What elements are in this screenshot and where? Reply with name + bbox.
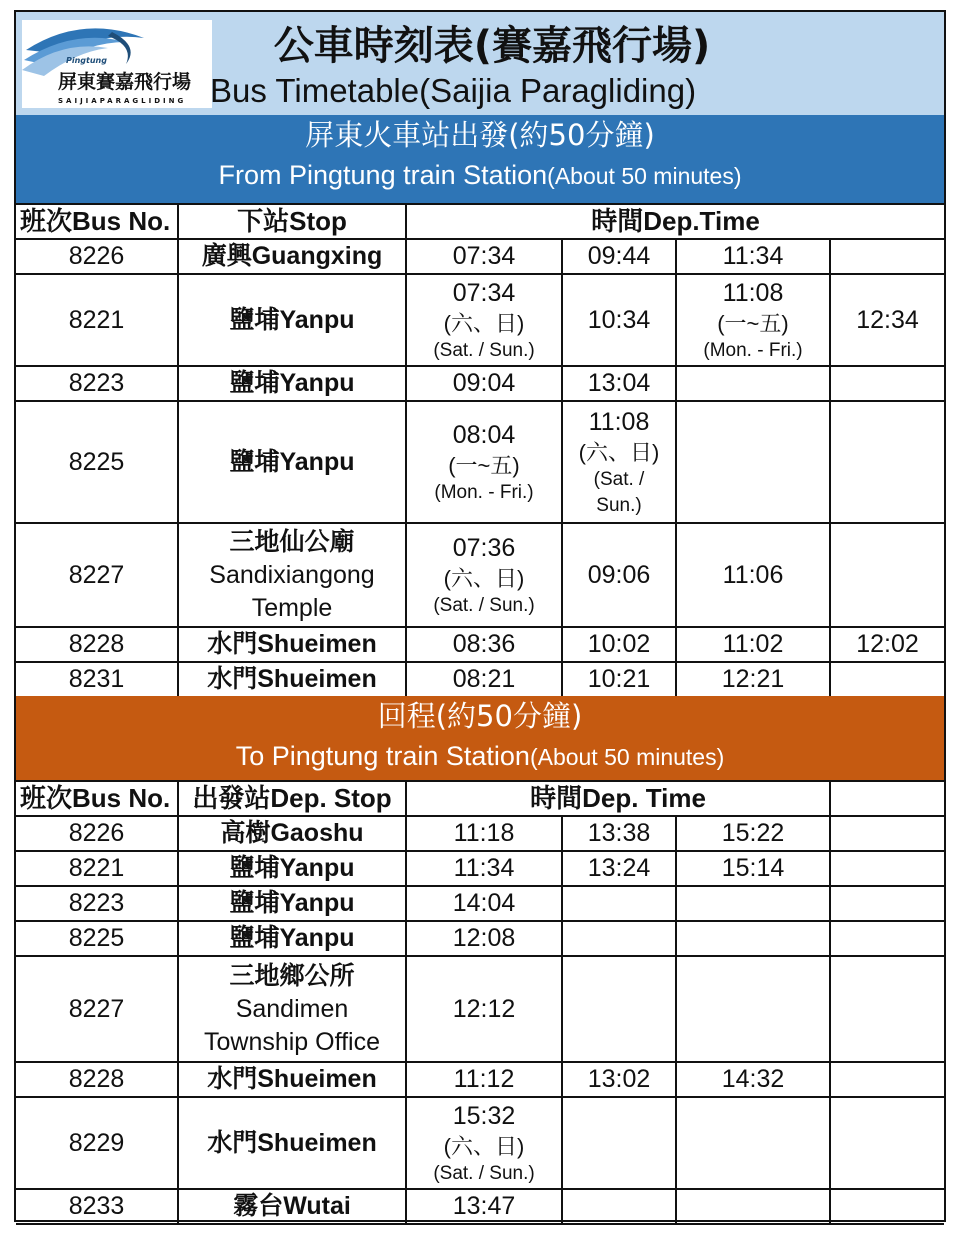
departure-time — [830, 366, 944, 401]
logo-name: 屏東賽嘉飛行場 — [58, 71, 192, 93]
empty-cell — [830, 1062, 944, 1097]
table-row — [16, 921, 944, 956]
departure-time: 14:32 — [676, 1062, 830, 1097]
stop-name: 水門Shueimen — [178, 627, 406, 662]
departure-time: 12:12 — [406, 956, 562, 1062]
stop-name: 鹽埔Yanpu — [178, 366, 406, 401]
bus-number: 8223 — [16, 366, 178, 401]
empty-cell — [830, 851, 944, 886]
return-title-zh: 回程(約50分鐘) — [377, 699, 583, 733]
table-row — [16, 274, 944, 366]
bus-number: 8223 — [16, 886, 178, 921]
departure-time: 07:34 — [406, 239, 562, 274]
col-time-header: 時間Dep. Time — [406, 781, 830, 816]
stop-name: 三地鄉公所 Sandimen Township Office — [178, 956, 406, 1062]
departure-time: 10:34 — [562, 274, 676, 366]
stop-name: 廣興Guangxing — [178, 239, 406, 274]
departure-time: 13:24 — [562, 851, 676, 886]
stop-name: 鹽埔Yanpu — [178, 886, 406, 921]
timetable-header — [16, 12, 944, 117]
departure-time: 11:08 (一~五) (Mon. - Fri.) — [676, 274, 830, 366]
departure-time — [562, 956, 676, 1062]
day-note-en: (Sat. / Sun.) — [433, 339, 535, 361]
stop-name: 高樹Gaoshu — [178, 816, 406, 851]
departure-time: 08:04 (一~五) (Mon. - Fri.) — [406, 401, 562, 523]
stop-name: 鹽埔Yanpu — [178, 401, 406, 523]
table-row — [16, 239, 944, 274]
outbound-table — [16, 203, 944, 698]
departure-time: 12:08 — [406, 921, 562, 956]
table-row — [16, 627, 944, 662]
departure-time: 13:04 — [562, 366, 676, 401]
bus-number: 8227 — [16, 956, 178, 1062]
departure-time — [830, 401, 944, 523]
outbound-title-zh: 屏東火車站出發(約50分鐘) — [305, 118, 655, 152]
departure-time: 15:14 — [676, 851, 830, 886]
departure-time: 11:12 — [406, 1062, 562, 1097]
departure-time — [562, 921, 676, 956]
stop-name: 水門Shueimen — [178, 1062, 406, 1097]
bus-number: 8226 — [16, 816, 178, 851]
day-note-zh: (六、日) — [443, 310, 525, 336]
departure-time — [830, 239, 944, 274]
return-title-en: To Pingtung train Station(About 50 minutes) — [235, 741, 725, 771]
table-header-row — [16, 204, 944, 239]
bus-number: 8227 — [16, 523, 178, 627]
bus-number: 8228 — [16, 1062, 178, 1097]
stop-name: 鹽埔Yanpu — [178, 274, 406, 366]
page-title-en: Bus Timetable(Saijia Paragliding) — [210, 72, 697, 109]
day-note-en: (Mon. - Fri.) — [703, 339, 803, 361]
col-bus-header: 班次Bus No. — [16, 204, 178, 239]
departure-time: 07:36 (六、日) (Sat. / Sun.) — [406, 523, 562, 627]
departure-time: 11:06 — [676, 523, 830, 627]
table-row — [16, 851, 944, 886]
empty-cell — [830, 886, 944, 921]
departure-time — [830, 523, 944, 627]
departure-time: 09:06 — [562, 523, 676, 627]
departure-time: 08:21 — [406, 662, 562, 697]
empty-cell — [830, 816, 944, 851]
table-row — [16, 523, 944, 627]
departure-time — [676, 401, 830, 523]
table-header-row — [16, 781, 944, 816]
col-time-header: 時間Dep.Time — [406, 204, 944, 239]
table-row — [16, 1189, 944, 1224]
departure-time — [676, 1189, 830, 1224]
empty-cell — [830, 1097, 944, 1189]
departure-time: 09:04 — [406, 366, 562, 401]
stop-name: 水門Shueimen — [178, 1097, 406, 1189]
departure-time: 13:02 — [562, 1062, 676, 1097]
bus-number: 8225 — [16, 401, 178, 523]
departure-time: 12:34 — [830, 274, 944, 366]
departure-time: 12:21 — [676, 662, 830, 697]
departure-time: 11:34 — [406, 851, 562, 886]
table-row — [16, 1062, 944, 1097]
bus-number: 8221 — [16, 274, 178, 366]
bus-number: 8229 — [16, 1097, 178, 1189]
table-row — [16, 1097, 944, 1189]
departure-time — [562, 1097, 676, 1189]
table-row — [16, 662, 944, 697]
outbound-title-en: From Pingtung train Station(About 50 minutes) — [218, 160, 742, 190]
table-row — [16, 366, 944, 401]
departure-time: 12:02 — [830, 627, 944, 662]
table-row — [16, 401, 944, 523]
bus-number: 8226 — [16, 239, 178, 274]
empty-cell — [830, 1189, 944, 1224]
timetable-sheet — [14, 10, 946, 1222]
col-stop-header: 出發站Dep. Stop — [178, 781, 406, 816]
logo-top-text: Pingtung — [66, 56, 107, 65]
departure-time: 10:21 — [562, 662, 676, 697]
departure-time: 11:02 — [676, 627, 830, 662]
outbound-banner — [16, 115, 944, 205]
departure-time: 13:38 — [562, 816, 676, 851]
day-note-zh: (六、日) — [578, 439, 660, 465]
table-row — [16, 816, 944, 851]
empty-cell — [830, 921, 944, 956]
departure-time — [676, 366, 830, 401]
departure-time: 09:44 — [562, 239, 676, 274]
departure-time — [562, 1189, 676, 1224]
col-bus-header: 班次Bus No. — [16, 781, 178, 816]
departure-time — [676, 1097, 830, 1189]
departure-time: 11:34 — [676, 239, 830, 274]
departure-time — [830, 662, 944, 697]
departure-time: 07:34 (六、日) (Sat. / Sun.) — [406, 274, 562, 366]
empty-cell — [830, 781, 944, 816]
bus-number: 8221 — [16, 851, 178, 886]
stop-name: 三地仙公廟 Sandixiangong Temple — [178, 523, 406, 627]
stop-name: 霧台Wutai — [178, 1189, 406, 1224]
day-note-zh: (六、日) — [443, 565, 525, 591]
table-row — [16, 956, 944, 1062]
table-row — [16, 886, 944, 921]
departure-time — [676, 956, 830, 1062]
col-stop-header: 下站Stop — [178, 204, 406, 239]
day-note-zh: (六、日) — [443, 1133, 525, 1159]
outbound-duration-note: (About 50 minutes) — [547, 163, 742, 189]
page-title-zh: 公車時刻表(賽嘉飛行場) — [273, 23, 711, 69]
departure-time — [562, 886, 676, 921]
empty-cell — [830, 956, 944, 1062]
departure-time: 08:36 — [406, 627, 562, 662]
day-note-zh: (一~五) — [448, 452, 520, 478]
saijia-paragliding-logo — [22, 20, 212, 108]
day-note-en-cont: Sun.) — [596, 494, 642, 516]
day-note-en: (Sat. / Sun.) — [433, 1162, 535, 1184]
day-note-zh: (一~五) — [717, 310, 789, 336]
departure-time: 15:32 (六、日) (Sat. / Sun.) — [406, 1097, 562, 1189]
logo-subtitle: SAIJIAPARAGLIDING — [58, 97, 187, 105]
paraglider-wing-icon — [22, 20, 212, 108]
departure-time — [676, 886, 830, 921]
departure-time: 11:08 (六、日) (Sat. / Sun.) — [562, 401, 676, 523]
departure-time: 13:47 — [406, 1189, 562, 1224]
return-banner — [16, 696, 944, 782]
departure-time: 15:22 — [676, 816, 830, 851]
stop-name: 水門Shueimen — [178, 662, 406, 697]
departure-time: 11:18 — [406, 816, 562, 851]
return-table — [16, 780, 944, 1225]
departure-time: 14:04 — [406, 886, 562, 921]
bus-number: 8228 — [16, 627, 178, 662]
day-note-en: (Sat. / Sun.) — [433, 594, 535, 616]
stop-name: 鹽埔Yanpu — [178, 921, 406, 956]
departure-time — [676, 921, 830, 956]
return-duration-note: (About 50 minutes) — [529, 744, 725, 770]
bus-number: 8233 — [16, 1189, 178, 1224]
departure-time: 10:02 — [562, 627, 676, 662]
bus-number: 8225 — [16, 921, 178, 956]
bus-number: 8231 — [16, 662, 178, 697]
stop-name: 鹽埔Yanpu — [178, 851, 406, 886]
day-note-en: (Sat. / — [593, 468, 645, 490]
day-note-en: (Mon. - Fri.) — [434, 481, 534, 503]
